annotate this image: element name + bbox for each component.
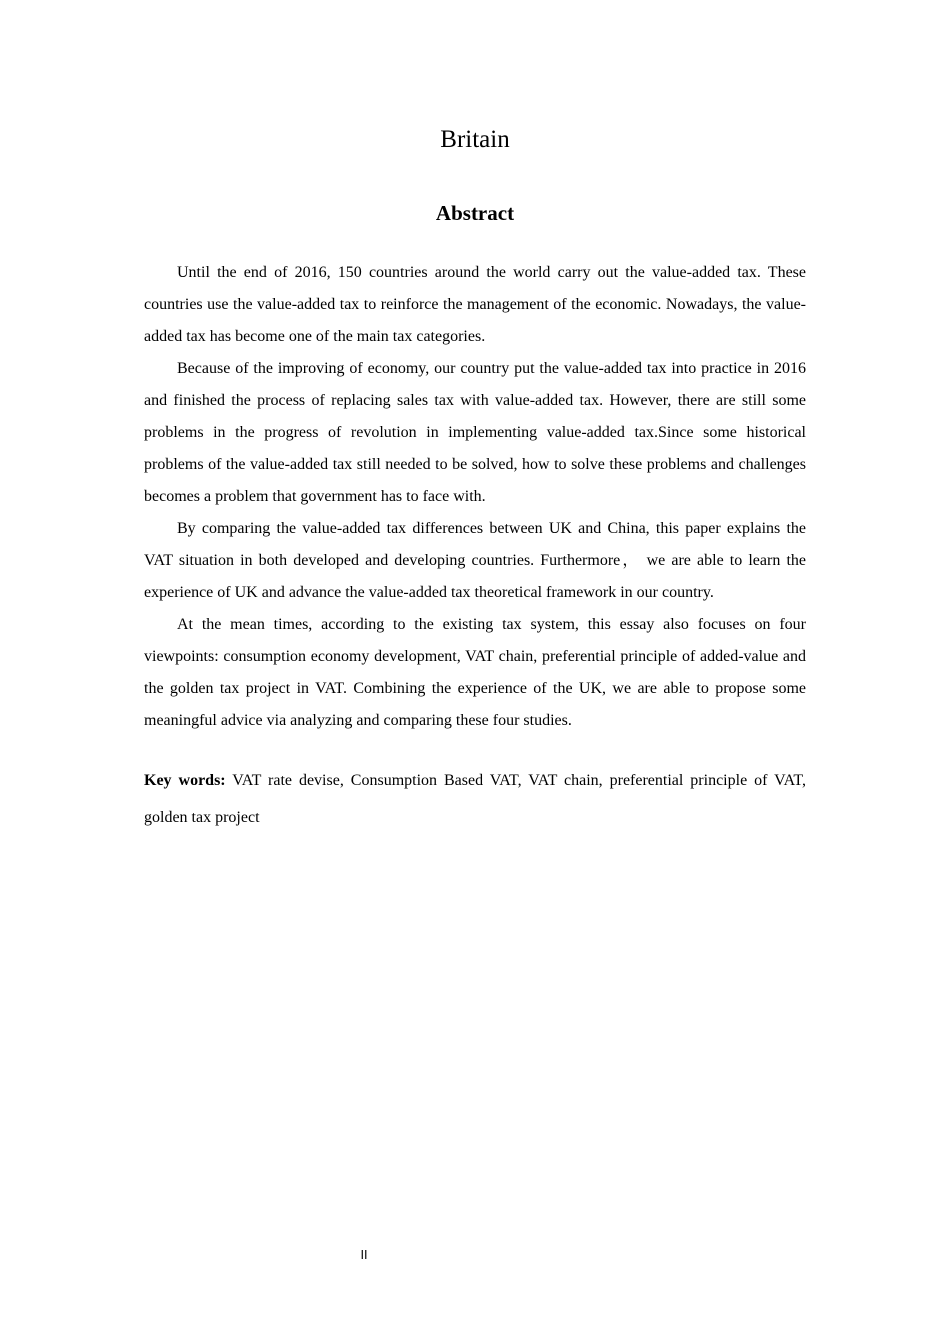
abstract-paragraph-2: Because of the improving of economy, our country put the value-added tax into practice in 2016 and finished the process of replacing sales tax with value-added tax. However, there are still some problems in the progress of revolution in implementing value-added tax.Since some historical problems of the value-added tax still needed to be solved, how to solve these problems and challenges becomes a problem that government has to face with. xyxy=(144,360,806,505)
document-title: Britain xyxy=(440,126,510,153)
abstract-heading: Abstract xyxy=(435,201,515,225)
keywords-label: Key words: xyxy=(144,772,226,789)
keywords-text: VAT rate devise, Consumption Based VAT, VAT chain, preferential principle of VAT, golden tax project xyxy=(144,772,806,826)
abstract-paragraph-3: By comparing the value-added tax differences between UK and China, this paper explains the VAT situation in both developed and developing countries. Furthermore， we are able to learn the experience of UK and advance the value-added tax theoretical framework in our country. xyxy=(144,520,806,601)
page-number: II xyxy=(360,1248,368,1262)
abstract-body xyxy=(144,257,806,737)
keywords-line xyxy=(144,762,806,836)
abstract-paragraph-4: At the mean times, according to the existing tax system, this essay also focuses on four viewpoints: consumption economy development, VAT chain, preferential principle of added-value and the golden tax project in VAT. Combining the experience of the UK, we are able to propose some meaningful advice via analyzing and comparing these four studies. xyxy=(144,616,806,729)
abstract-paragraph-1: Until the end of 2016, 150 countries around the world carry out the value-added tax. These countries use the value-added tax to reinforce the management of the economic. Nowadays, the value-added tax has become one of the main tax categories. xyxy=(144,264,806,345)
